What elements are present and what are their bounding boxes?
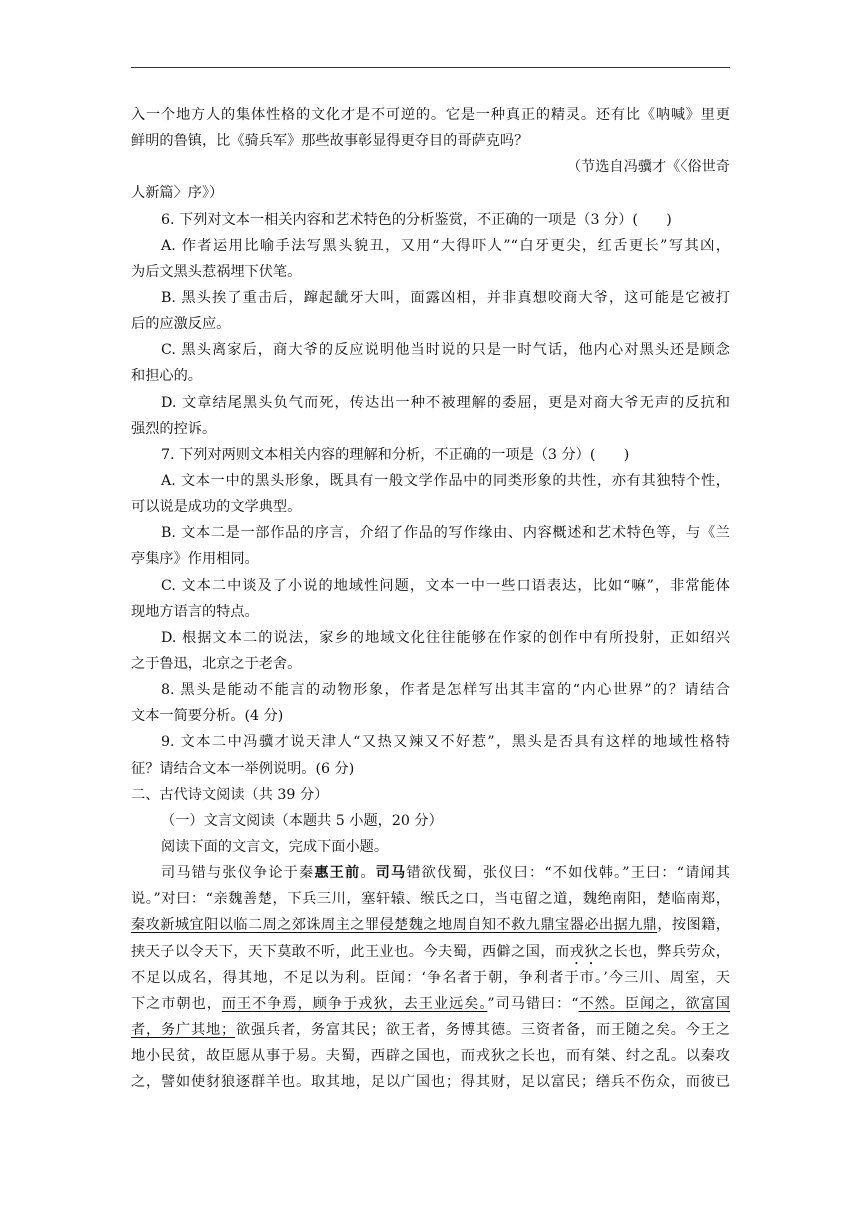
question-9: 9. 文本二中冯骥才说天津人“又热又辣又不好惹”，黑头是否具有这样的地域性格特 (161, 734, 730, 751)
bold-span: 司马 (375, 865, 407, 882)
reading-instruction: 阅读下面的文言文，完成下面小题。 (161, 838, 389, 855)
passage-line: 鲜明的鲁镇，比《骑兵军》那些故事彰显得更夺目的哥萨克吗？ (131, 133, 529, 150)
q6-option-d: D. 文章结尾黑头负气而死，传达出一种不被理解的委屈，更是对商大爷无声的反抗和 (161, 394, 730, 411)
header-rule (131, 67, 730, 68)
source-citation: （节选自冯骥才《〈俗世奇 (566, 159, 730, 176)
section-heading: 二、古代诗文阅读（共 39 分） (131, 786, 329, 803)
question-7-stem: 7. 下列对两则文本相关内容的理解和分析，不正确的一项是（3 分）( ) (161, 446, 630, 463)
text-span: ，按图籍， (657, 917, 730, 934)
q6-option-a-cont: 为后文黑头惹祸埋下伏笔。 (131, 263, 302, 280)
classical-text-line (131, 1017, 730, 1043)
q6-option-c: C. 黑头离家后，商大爷的反应说明他当时说的只是一时气话，他内心对黑头还是顾念 (161, 342, 730, 359)
q6-option-b: B. 黑头挨了重击后，蹿起龇牙大叫，面露凶相，并非真想咬商大爷，这可能是它被打 (161, 289, 730, 306)
q7-option-b: B. 文本二是一部作品的序言，介绍了作品的写作缘由、内容概述和艺术特色等，与《兰 (161, 525, 730, 542)
classical-text-line: 说。”对曰：“亲魏善楚，下兵三川，塞轩辕、缑氏之口，当屯留之道，魏绝南阳，楚临南郑， (131, 891, 730, 908)
classical-text-line (131, 912, 730, 938)
q7-option-d: D. 根据文本二的说法，家乡的地域文化往往能够在作家的创作中有所投射，正如绍兴 (161, 629, 730, 646)
classical-text-line (131, 991, 730, 1017)
q7-option-d-cont: 之于鲁迅，北京之于老舍。 (131, 655, 302, 672)
text-span: 挟天子以令天下，天下莫敢不听，此王业也。今夫蜀，西僻之国，而 (131, 943, 570, 960)
q7-option-a-cont: 可以说是成功的文学典型。 (131, 499, 302, 516)
source-citation-cont: 人新篇〉序》） (131, 185, 224, 202)
underlined-sentence: 秦攻新城宜阳以临二周之郊诛周主之罪侵楚魏之地周自知不救九鼎宝器必出据九鼎 (131, 917, 658, 934)
bold-span: 惠王前 (314, 865, 361, 882)
underlined-sentence: 而王不争焉，顾争于戎狄，去王业远矣。 (221, 995, 488, 1012)
q6-option-d-cont: 强烈的控诉。 (131, 420, 217, 437)
classical-text-line: 之，譬如使豺狼逐群羊也。取其地，足以广国也；得其财，足以富民；缮兵不伤众，而彼已 (131, 1074, 730, 1091)
text-span: 错欲伐蜀，张仪曰：“不如伐韩。”王曰：“请闻其 (406, 865, 730, 882)
passage-line: 入一个地方人的集体性格的文化才是不可逆的。它是一种真正的精灵。还有比《呐喊》里更 (131, 107, 730, 123)
text-span: 下之市朝也， (131, 995, 222, 1012)
text-span: 之长也，弊兵劳众， (598, 943, 730, 960)
q7-option-a: A. 文本一中的黑头形象，既具有一般文学作品中的同类形象的共性，亦有其独特个性， (161, 472, 730, 489)
document-body (131, 102, 730, 1095)
q7-option-c-cont: 现地方语言的特点。 (131, 603, 259, 620)
question-8: 8. 黑头是能动不能言的动物形象，作者是怎样写出其丰富的“内心世界”的？请结合 (161, 682, 730, 699)
text-span: 欲强兵者，务富其民；欲王者，务博其德。三资者备，而王随之矣。今王之 (235, 1021, 730, 1038)
q6-option-a: A. 作者运用比喻手法写黑头貌丑，又用“大得吓人”“白牙更尖，红舌更长”写其凶， (161, 237, 730, 254)
subsection-heading: （一）文言文阅读（本题共 5 小题，20 分） (161, 812, 443, 829)
question-6-stem: 6. 下列对文本一相关内容和艺术特色的分析鉴赏，不正确的一项是（3 分）( ) (161, 211, 672, 228)
classical-text-line: 地小民贫，故臣愿从事于易。夫蜀，西辟之国也，而戎狄之长也，而有桀、纣之乱。以秦攻 (131, 1048, 730, 1065)
q6-option-b-cont: 后的应激反应。 (131, 316, 231, 333)
text-span: 司马错与张仪争论于秦 (161, 865, 315, 882)
q7-option-c: C. 文本二中谈及了小说的地域性问题，文本一中一些口语表达，比如“嘛”，非常能体 (161, 577, 730, 594)
underlined-sentence: 者，务广其地； (131, 1021, 236, 1038)
dotted-emphasis: 戎狄 (569, 943, 599, 960)
text-span: ”司马错曰：“ (487, 995, 579, 1012)
classical-text-line (131, 860, 730, 886)
q7-option-b-cont: 亭集序》作用相同。 (131, 551, 259, 568)
text-span: 。 (360, 865, 376, 882)
question-9-cont: 征？请结合文本一举例说明。(6 分) (131, 760, 355, 777)
classical-text-line: 不足以成名，得其地，不足以为利。臣闻：‘争名者于朝，争利者于市。’今三川、周室，天 (131, 969, 730, 986)
classical-text-line (131, 939, 730, 965)
underlined-sentence: 不然。臣闻之，欲富国 (578, 995, 730, 1012)
q6-option-c-cont: 和担心的。 (131, 368, 202, 385)
question-8-cont: 文本一简要分析。(4 分) (131, 708, 284, 725)
